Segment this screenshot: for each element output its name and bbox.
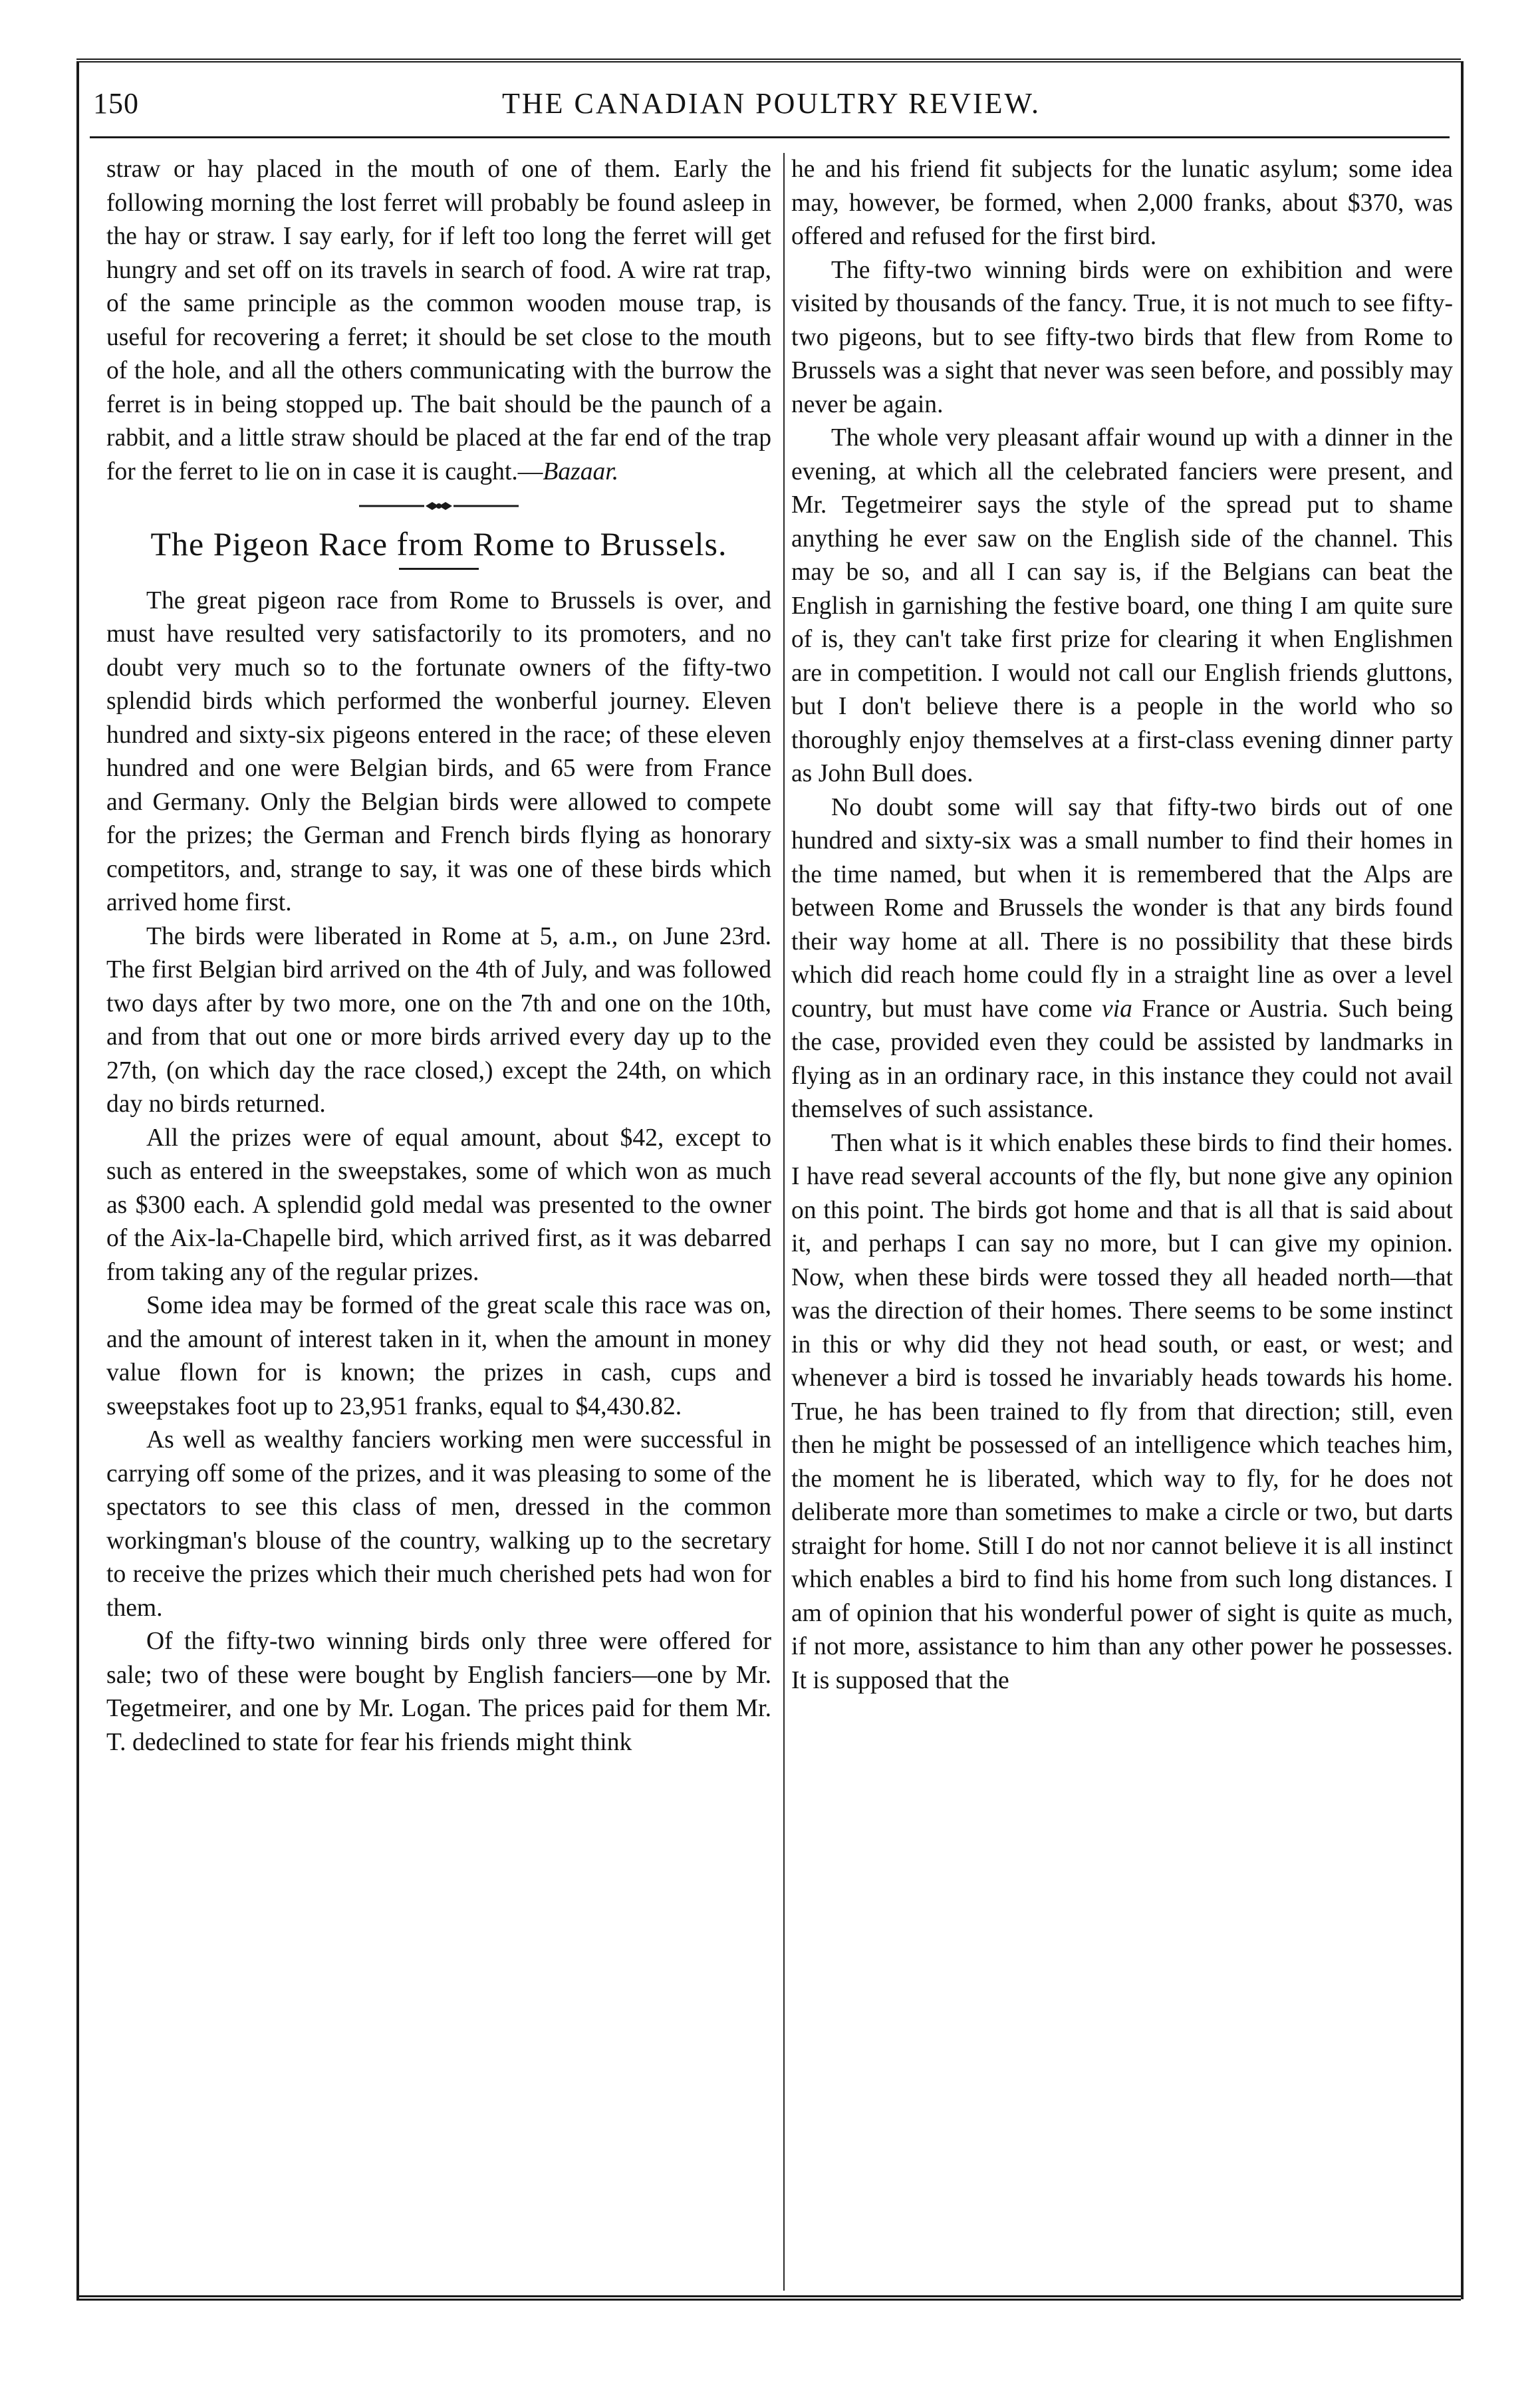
article-paragraph-with-italic (791, 791, 1453, 1127)
ferret-paragraph-ending (106, 153, 771, 489)
column-divider (783, 153, 785, 2291)
article-paragraph: The fifty-two winning birds were on exhibition and were visited by thousands of the fancy. True, it is not much to see fifty-two pigeons, but to see fifty-two birds that flew from Rome to Brussels was a sight that never was seen before, and possibly may never be again. (791, 256, 1453, 418)
source-citation: Bazaar. (543, 457, 619, 485)
ferret-paragraph-text: straw or hay placed in the mouth of one of them. Early the following morning the lost ferret will probably be found asleep in the hay or straw. I say early, for if left too long the ferret will get hungry and set off on its travels in search of food. A wire rat trap, of the same principle as the common wooden mouse trap, is useful for recovering a ferret; it should be set close to the mouth of the hole, and all the others communicating with the burrow the ferret is in being stopped up. The bait should be the paunch of a rabbit, and a little straw should be placed at the far end of the trap for the ferret to lie on in case it is caught.— (106, 156, 771, 485)
article-paragraph: All the prizes were of equal amount, about $42, except to such as entered in the sweepstakes, some of which won as much as $300 each. A splendid gold medal was presented to the owner of the Aix-la-Chapelle bird, which arrived first, as it was debarred from taking any of the regular prizes. (106, 1124, 771, 1286)
journal-title: THE CANADIAN POULTRY REVIEW. (502, 87, 1041, 120)
article-paragraph: As well as wealthy fanciers working men were successful in carrying off some of the prizes, and it was pleasing to some of the spectators to see this class of men, dressed in the common workingman's blouse of the country, walking up to the secretary to receive the prizes which their much cherished pets had won for them. (106, 1426, 771, 1622)
italic-via: via (1102, 995, 1132, 1023)
article-paragraph: The birds were liberated in Rome at 5, a.m., on June 23rd. The first Belgian bird arrived on the 4th of July, and was followed two days after by two more, one on the 7th and one on the 10th, and from that out one or more birds arrived every day up to the 27th, (on which day the race closed,) except the 24th, on which day no birds returned. (106, 922, 771, 1118)
article-paragraph: The whole very pleasant affair wound up with a dinner in the evening, at which all the celebrated fanciers were present, and Mr. Tegetmeirer says the style of the spread put to shame anything he ever saw on the English side of the channel. This may be so, and all I can say is, if the Belgians can beat the English in garnishing the festive board, one thing I am quite sure of is, they can't take first prize for clearing it when Englishmen are in competition. I would not call our English friends gluttons, but I don't believe there is a people in the world who so thoroughly enjoy themselves at a first-class evening dinner party as John Bull does. (791, 424, 1453, 787)
left-column (106, 153, 771, 2287)
article-paragraph: Of the fifty-two winning birds only three were offered for sale; two of these were bought by English fanciers—one by Mr. Tegetmeirer, and one by Mr. Logan. The prices paid for them Mr. T. dedeclined to state for fear his friends might think (106, 1628, 771, 1756)
right-column (791, 153, 1453, 2287)
article-paragraph: Then what is it which enables these birds to find their homes. I have read several accounts of the fly, but none give any opinion on this point. The birds got home and that is all that is said about it, and perhaps I can say no more, but I can give my opinion. Now, when these birds were tossed they all headed north—that was the direction of their homes. There seems to be some instinct in this or why did they not head south, or east, or west; and whenever a bird is tossed he invariably heads towards his home. True, he has been trained to fly from that direction; still, even then he might be possessed of an intelligence which teaches him, the moment he is liberated, which way to fly, for he does not deliberate more than sometimes to make a circle or two, but darts straight for home. Still I do not nor cannot believe it is all instinct which enables a bird to find his home from such long distances. I am of opinion that his wonderful power of sight is quite as much, if not more, assistance to him than any other power he possesses. It is supposed that the (791, 1129, 1453, 1694)
article-title: The Pigeon Race from Rome to Brussels. (150, 525, 727, 563)
title-rule (399, 568, 479, 570)
article-paragraph: The great pigeon race from Rome to Brussels is over, and must have resulted very satisfactorily to its promoters, and no doubt very much so to the fortunate owners of the fifty-two splendid birds which performed the wonberful journey. Eleven hundred and sixty-six pigeons entered in the race; of these eleven hundred and one were Belgian birds, and 65 were from France and Germany. Only the Belgian birds were allowed to compete for the prizes; the German and French birds flying as honorary competitors, and, strange to say, it was one of these birds which arrived home first. (106, 586, 771, 916)
article-paragraph: Some idea may be formed of the great scale this race was on, and the amount of interest taken in it, when the amount in money value flown for is known; the prizes in cash, cups and sweepstakes foot up to 23,951 franks, equal to $4,430.82. (106, 1292, 771, 1420)
paragraph-text: No doubt some will say that fifty-two birds out of one hundred and sixty-six was a small number to find their homes in the time named, but when it is remembered that the Alps are between Rome and Brussels the wonder is that any birds found their way home at all. There is no possibility that these birds which did reach home could fly in a straight line as over a level country, but must have come (791, 793, 1453, 1023)
running-head (93, 86, 1450, 126)
paragraph-text-tail: France or Austria. Such being the case, provided even they could be assisted by landmarks in flying as in an ordinary race, in this instance they could not avail themselves of such assistance. (791, 995, 1453, 1123)
article-paragraph: he and his friend fit subjects for the lunatic asylum; some idea may, however, be formed, when 2,000 franks, about $370, was offered and refused for the first bird. (791, 156, 1453, 250)
bottom-border-rule (76, 2295, 1461, 2301)
page-number: 150 (93, 87, 139, 120)
section-ornament (332, 498, 545, 514)
header-rule (90, 136, 1450, 138)
